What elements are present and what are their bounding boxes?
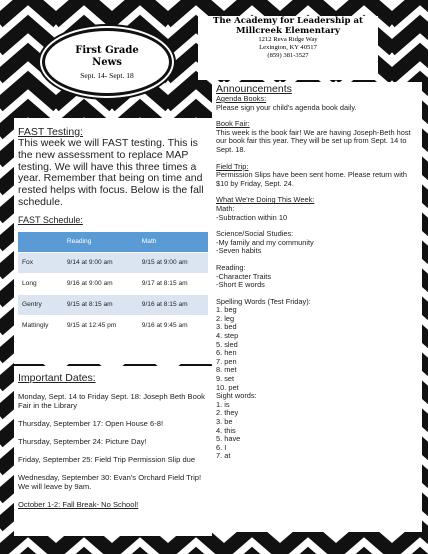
spelling-label: Spelling Words (Test Friday):	[216, 296, 311, 306]
date-event: Monday, Sept. 14 to Friday Sept. 18: Joseph Beth Book Fair in the Library	[18, 392, 205, 410]
fieldtrip-text: Permission Slips have been sent home. Please return with $10 by Friday, Sept. 24.	[216, 170, 408, 188]
bookfair-heading: Book Fair:	[216, 119, 250, 129]
table-row	[18, 273, 208, 294]
science-item: -Seven habits	[216, 246, 262, 256]
table-header-row	[18, 232, 208, 253]
newsletter-title-line1: First Grade	[75, 45, 139, 56]
bookfair-text: This week is the book fair! We are having Joseph-Beth host our book fair this year. They will be set up from Sept. 14 to Sept. 18.	[216, 127, 411, 154]
spelling-word: 9. set	[216, 374, 235, 384]
table-header-cell	[18, 232, 63, 253]
fast-schedule-heading: FAST Schedule:	[18, 214, 83, 225]
fast-schedule-table	[18, 232, 208, 336]
fast-testing-panel	[14, 118, 212, 364]
table-cell: Gentry	[18, 294, 63, 315]
math-label: Math:	[216, 203, 235, 213]
spelling-word: 2. leg	[216, 313, 235, 323]
fast-body: This week we will FAST testing. This is the new assessment to replace MAP testing. We will have this three times a year. Remember that being on time and rested helps with focus. Below is the fall schedule.	[18, 137, 204, 208]
table-row	[18, 315, 208, 336]
title-oval	[42, 28, 172, 96]
table-row	[18, 252, 208, 273]
sight-word: 6. I	[216, 442, 227, 452]
table-cell: 9/15 at 9:00 am	[138, 252, 208, 273]
table-cell: 9/15 at 12:45 pm	[63, 315, 138, 336]
date-event: Thursday, September 24: Picture Day!	[18, 437, 147, 446]
math-item: -Subtraction within 10	[216, 212, 288, 222]
spelling-word: 1. beg	[216, 305, 237, 315]
school-phone: (859) 381-3527	[267, 52, 309, 59]
spelling-word: 6. hen	[216, 348, 237, 358]
spelling-word: 8. met	[216, 365, 237, 375]
sight-word: 1. is	[216, 399, 230, 409]
important-dates-panel	[14, 366, 212, 536]
fast-heading: FAST Testing:	[18, 126, 83, 138]
spelling-word: 10. pet	[216, 382, 239, 392]
sight-label: Sight words:	[216, 391, 257, 401]
table-cell: 9/15 at 8:15 am	[63, 294, 138, 315]
science-item: -My family and my community	[216, 237, 314, 247]
week-heading: What We're Doing This Week:	[216, 195, 315, 205]
reading-item: -Short E words	[216, 280, 265, 290]
table-cell: 9/16 at 8:15 am	[138, 294, 208, 315]
sight-word: 2. they	[216, 408, 239, 418]
school-address-line2: Lexington, KY 40517	[259, 44, 317, 51]
table-row	[18, 294, 208, 315]
school-address-line1: 1212 Reva Ridge Way	[258, 36, 318, 43]
table-header-cell: Math	[138, 232, 208, 253]
table-cell: 9/16 at 9:45 am	[138, 315, 208, 336]
sight-word: 5. have	[216, 434, 241, 444]
table-cell: Fox	[18, 252, 63, 273]
table-header-cell: Reading	[63, 232, 138, 253]
agenda-text: Please sign your child's agenda book daily.	[216, 102, 357, 112]
school-name: The Academy for Leadership at Millcreek Elementary	[212, 16, 364, 36]
sight-word: 7. at	[216, 451, 231, 461]
announcements-heading: Announcements	[216, 83, 292, 95]
date-event: Thursday, September 17: Open House 6-8!	[18, 419, 164, 428]
reading-item: -Character Traits	[216, 271, 272, 281]
table-cell: 9/14 at 9:00 am	[63, 252, 138, 273]
sight-word: 3. be	[216, 417, 233, 426]
table-cell: Long	[18, 273, 63, 294]
fieldtrip-heading: Field Trip:	[216, 161, 249, 171]
school-header	[198, 16, 378, 80]
spelling-word: 3. bed	[216, 322, 237, 332]
date-event: October 1-2: Fall Break- No School!	[18, 500, 139, 509]
sight-word: 4. this	[216, 425, 236, 435]
table-cell: 9/17 at 8:15 am	[138, 273, 208, 294]
announcements-panel	[212, 82, 422, 532]
spelling-word: 5. sled	[216, 339, 238, 349]
agenda-heading: Agenda Books:	[216, 94, 267, 103]
science-label: Science/Social Studies:	[216, 229, 294, 239]
newsletter-dates: Sept. 14- Sept. 18	[80, 71, 134, 80]
table-cell: 9/16 at 9:00 am	[63, 273, 138, 294]
newsletter-title-line2: News	[92, 57, 122, 68]
date-event: Wednesday, September 30: Evan's Orchard Field Trip! We will leave by 9am.	[18, 473, 202, 491]
dates-heading: Important Dates:	[18, 372, 96, 384]
spelling-word: 7. pen	[216, 356, 237, 366]
spelling-word: 4. step	[216, 331, 239, 341]
reading-label: Reading:	[216, 262, 246, 272]
table-cell: Mattingly	[18, 315, 63, 336]
date-event: Friday, September 25: Field Trip Permission Slip due	[18, 455, 196, 464]
